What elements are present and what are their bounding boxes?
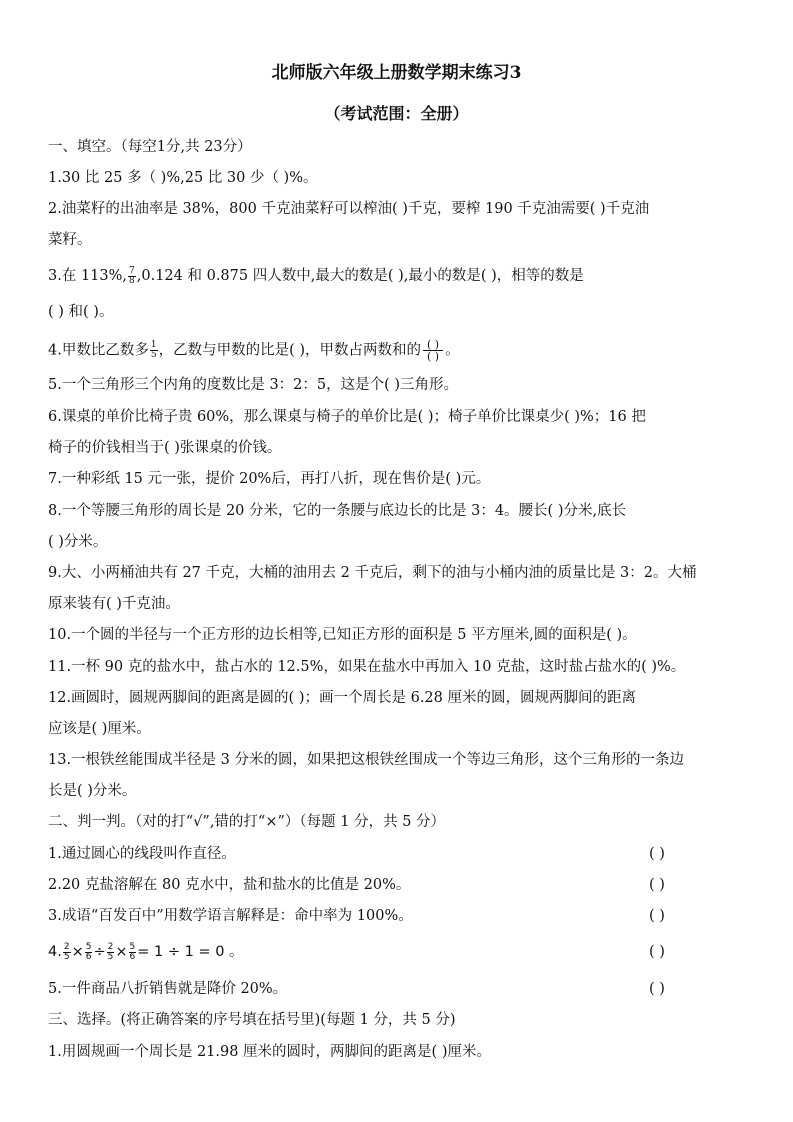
question-1-10: 10.一个圆的半径与一个正方形的边长相等,已知正方形的面积是 5 平方厘米,圆的面积是( )。 [48, 627, 637, 643]
judge-item-1: 1.通过圆心的线段叫作直径。 [48, 846, 236, 862]
question-1-9-line1: 9.大、小两桶油共有 27 千克，大桶的油用去 2 千克后，剩下的油与小桶内油的质量比是 3：2。大桶 [48, 565, 697, 581]
question-1-8-line1: 8.一个等腰三角形的周长是 20 分米，它的一条腰与底边长的比是 3：4。腰长( )分米,底长 [48, 503, 627, 519]
judge-item-4-number: 4. [48, 944, 62, 960]
expr-f1-num: 2 [63, 941, 70, 952]
judge-item-4 [48, 942, 748, 962]
question-1-6-line1: 6.课桌的单价比椅子贵 60%，那么课桌与椅子的单价比是( )；椅子单价比课桌少( )%；16 把 [48, 409, 646, 425]
question-1-13-line1: 13.一根铁丝能围成半径是 3 分米的圆，如果把这根铁丝围成一个等边三角形，这个三角形的一条边 [48, 752, 684, 768]
judge-answer-blank-3: ( ) [649, 908, 665, 924]
expr-f2-den: 6 [85, 951, 92, 962]
question-1-7: 7.一种彩纸 15 元一张，提价 20%后，再打八折，现在售价是( )元。 [48, 471, 491, 487]
judge-answer-blank-5: ( ) [649, 981, 665, 997]
q4-blank-den: ( ) [427, 350, 440, 363]
q4-blank-num: ( ) [423, 339, 443, 351]
expr-fraction-4 [129, 943, 137, 962]
expr-fraction-1 [63, 943, 71, 962]
q3-text-b: ,0.124 和 0.875 四人数中,最大的数是( ),最小的数是( )，相等的数是 [136, 268, 584, 284]
judge-item-2: 2.20 克盐溶解在 80 克水中，盐和盐水的比值是 20%。 [48, 877, 411, 893]
expr-f4-den: 6 [129, 951, 136, 962]
question-1-2-line1: 2.油菜籽的出油率是 38%，800 千克油菜籽可以榨油( )千克，要榨 190 千克油需要( )千克油 [48, 201, 650, 217]
q3-fraction-den: 8 [129, 275, 135, 286]
question-1-12-line2: 应该是( )厘米。 [48, 721, 151, 737]
judge-item-5: 5.一件商品八折销售就是降价 20%。 [48, 981, 288, 997]
expr-op2: ÷ [93, 944, 106, 960]
expr-op1: × [71, 944, 84, 960]
expr-fraction-2 [85, 943, 93, 962]
judge-answer-blank-4: ( ) [649, 944, 665, 960]
question-1-9-line2: 原来装有( )千克油。 [48, 596, 180, 612]
q3-fraction-num: 7 [129, 265, 135, 276]
q3-fraction [128, 267, 136, 286]
q4-fraction [150, 341, 158, 360]
expr-f1-den: 5 [63, 951, 70, 962]
question-1-1: 1.30 比 25 多（ )%,25 比 30 少（ )%。 [48, 170, 318, 186]
question-1-3-line1 [48, 266, 748, 286]
choice-item-1: 1.用圆规画一个周长是 21.98 厘米的圆时，两脚间的距离是( )厘米。 [48, 1044, 491, 1060]
expr-op3: × [115, 944, 128, 960]
section3-heading: 三、选择。(将正确答案的序号填在括号里)(每题 1 分，共 5 分) [48, 1012, 456, 1028]
section1-heading: 一、填空。（每空1分,共 23分） [48, 139, 252, 155]
question-1-6-line2: 椅子的价钱相当于( )张课桌的价钱。 [48, 440, 282, 456]
question-1-12-line1: 12.画圆时，圆规两脚间的距离是圆的( )；画一个周长是 6.28 厘米的圆，圆规两脚间的距离 [48, 690, 636, 706]
section2-heading: 二、判一判。（对的打“√”,错的打“×”）（每题 1 分，共 5 分） [48, 814, 446, 830]
expr-tail: = 1 ÷ 1 = 0 。 [137, 944, 244, 960]
page-title: 北师版六年级上册数学期末练习3 [271, 63, 522, 83]
question-1-11: 11.一杯 90 克的盐水中，盐占水的 12.5%，如果在盐水中再加入 10 克盐，这时盐占盐水的( )%。 [48, 659, 686, 675]
q3-text-a: 3.在 113%, [48, 268, 128, 284]
question-1-3-line2: ( ) 和( )。 [48, 304, 114, 320]
expr-fraction-3 [107, 943, 115, 962]
expr-f2-num: 5 [85, 941, 92, 952]
q4-text-a: 4.甲数比乙数多 [48, 342, 149, 359]
question-1-4 [48, 339, 748, 362]
q4-fraction-den: 5 [150, 350, 157, 360]
q4-blank-fraction [423, 339, 443, 362]
judge-item-3: 3.成语“百发百中”用数学语言解释是：命中率为 100%。 [48, 908, 413, 924]
q4-fraction-num: 1 [150, 340, 157, 350]
q4-text-b: ，乙数与甲数的比是( )，甲数占两数和的 [158, 342, 421, 359]
question-1-2-line2: 菜籽。 [48, 232, 92, 248]
q4-text-c: 。 [445, 342, 460, 359]
expr-f3-num: 2 [107, 941, 114, 952]
expr-f3-den: 5 [107, 951, 114, 962]
question-1-5: 5.一个三角形三个内角的度数比是 3：2：5，这是个( )三角形。 [48, 377, 459, 393]
question-1-13-line2: 长是( )分米。 [48, 783, 137, 799]
question-1-8-line2: ( )分米。 [48, 534, 108, 550]
judge-answer-blank-2: ( ) [649, 877, 665, 893]
page-subtitle: （考试范围：全册） [324, 104, 469, 123]
expr-f4-num: 5 [129, 941, 136, 952]
judge-answer-blank-1: ( ) [649, 846, 665, 862]
